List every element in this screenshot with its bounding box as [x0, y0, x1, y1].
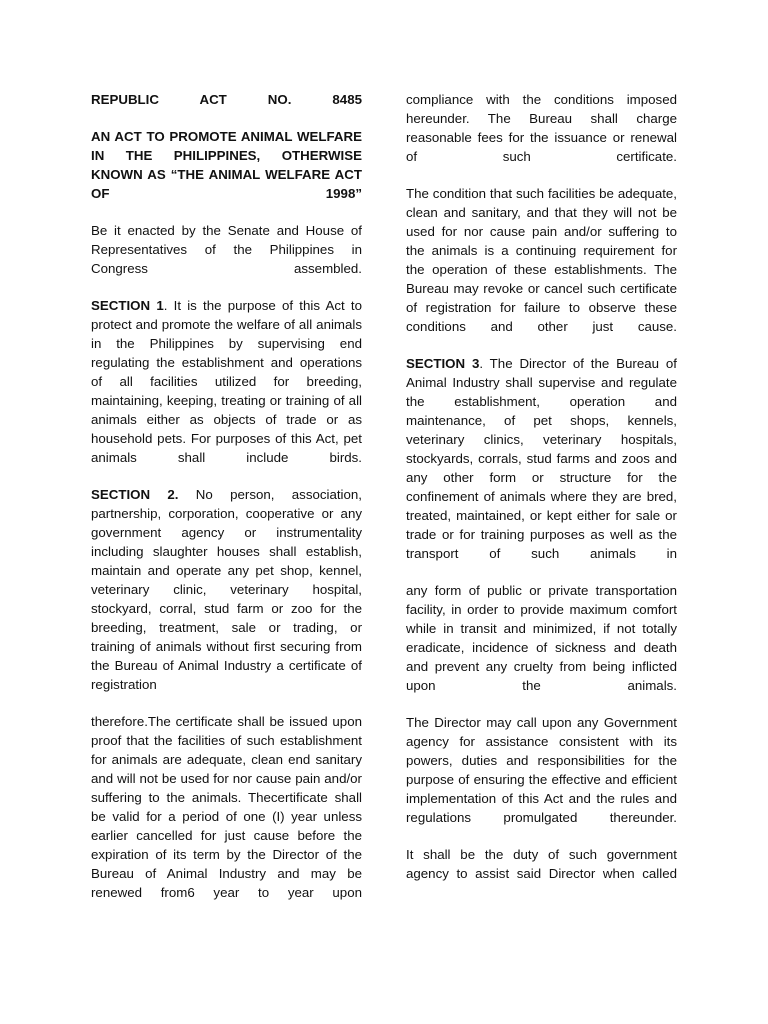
- section-1-text: . It is the purpose of this Act to protect and promote the welfare of all animals in the Philippines by supervising end regulating the establishment and operations of all facilities utilized for breeding, maintaining, keeping, treating or training of all animals either as objects of trade or as household pets. For purposes of this Act, pet animals shall include birds.: [91, 298, 362, 465]
- act-subtitle: AN ACT TO PROMOTE ANIMAL WELFARE IN THE PHILIPPINES, OTHERWISE KNOWN AS “THE ANIMAL WELFARE ACT OF 1998”: [91, 129, 362, 201]
- section-1: [91, 296, 362, 467]
- left-column: [91, 90, 362, 920]
- director-paragraph: The Director may call upon any Government agency for assistance consistent with its powers, duties and responsibilities for the purpose of ensuring the effective and efficient implementation of this Act and the rules and regulations promulgated thereunder.: [406, 715, 677, 825]
- section-3-text: . The Director of the Bureau of Animal Industry shall supervise and regulate the establishment, operation and maintenance, of pet shops, kennels, veterinary clinics, veterinary hospitals, stockyards, corrals, stud farms and zoos and any other form or structure for the confinement of animals where they are bred, treated, maintained, or kept either for sale or trade or for training purposes as well as the transport of such animals in: [406, 356, 677, 561]
- duty-paragraph: It shall be the duty of such government agency to assist said Director when called: [406, 847, 677, 881]
- section-3: [406, 354, 677, 563]
- section-1-label: SECTION 1: [91, 298, 164, 313]
- enacting-clause: Be it enacted by the Senate and House of Representatives of the Philippines in Congress assembled.: [91, 223, 362, 276]
- right-column: [406, 90, 677, 901]
- certificate-paragraph: therefore.The certificate shall be issued upon proof that the facilities of such establishment for animals are adequate, clean end sanitary and will not be used for nor cause pain and/or suffering to the animals. Thecertificate shall be valid for a period of one (I) year unless earlier cancelled for just cause before the expiration of its term by the Director of the Bureau of Animal Industry and may be renewed from6 year to year upon: [91, 714, 362, 900]
- section-3-label: SECTION 3: [406, 356, 480, 371]
- transport-paragraph: any form of public or private transportation facility, in order to provide maximum comfort while in transit and minimized, if not totally eradicate, incidence of sickness and death and prevent any cruelty from being inflicted upon the animals.: [406, 583, 677, 693]
- section-2-text: No person, association, partnership, corporation, cooperative or any government agency or instrumentality including slaughter houses shall establish, maintain and operate any pet shop, kennel, veterinary clinic, veterinary hospital, stockyard, corral, stud farm or zoo for the breeding, treatment, sale or trading, or training of animals without first securing from the Bureau of Animal Industry a certificate of registration: [91, 487, 362, 692]
- act-title: REPUBLIC ACT NO. 8485: [91, 92, 362, 107]
- act-header: [91, 90, 362, 203]
- compliance-paragraph: compliance with the conditions imposed hereunder. The Bureau shall charge reasonable fees for the issuance or renewal of such certificate.: [406, 92, 677, 164]
- section-2: [91, 485, 362, 694]
- condition-paragraph: The condition that such facilities be adequate, clean and sanitary, and that they will not be used for nor cause pain and/or suffering to the animals is a continuing requirement for the operation of these establishments. The Bureau may revoke or cancel such certificate of registration for failure to observe these conditions and other just cause.: [406, 186, 677, 334]
- section-2-label: SECTION 2.: [91, 487, 179, 502]
